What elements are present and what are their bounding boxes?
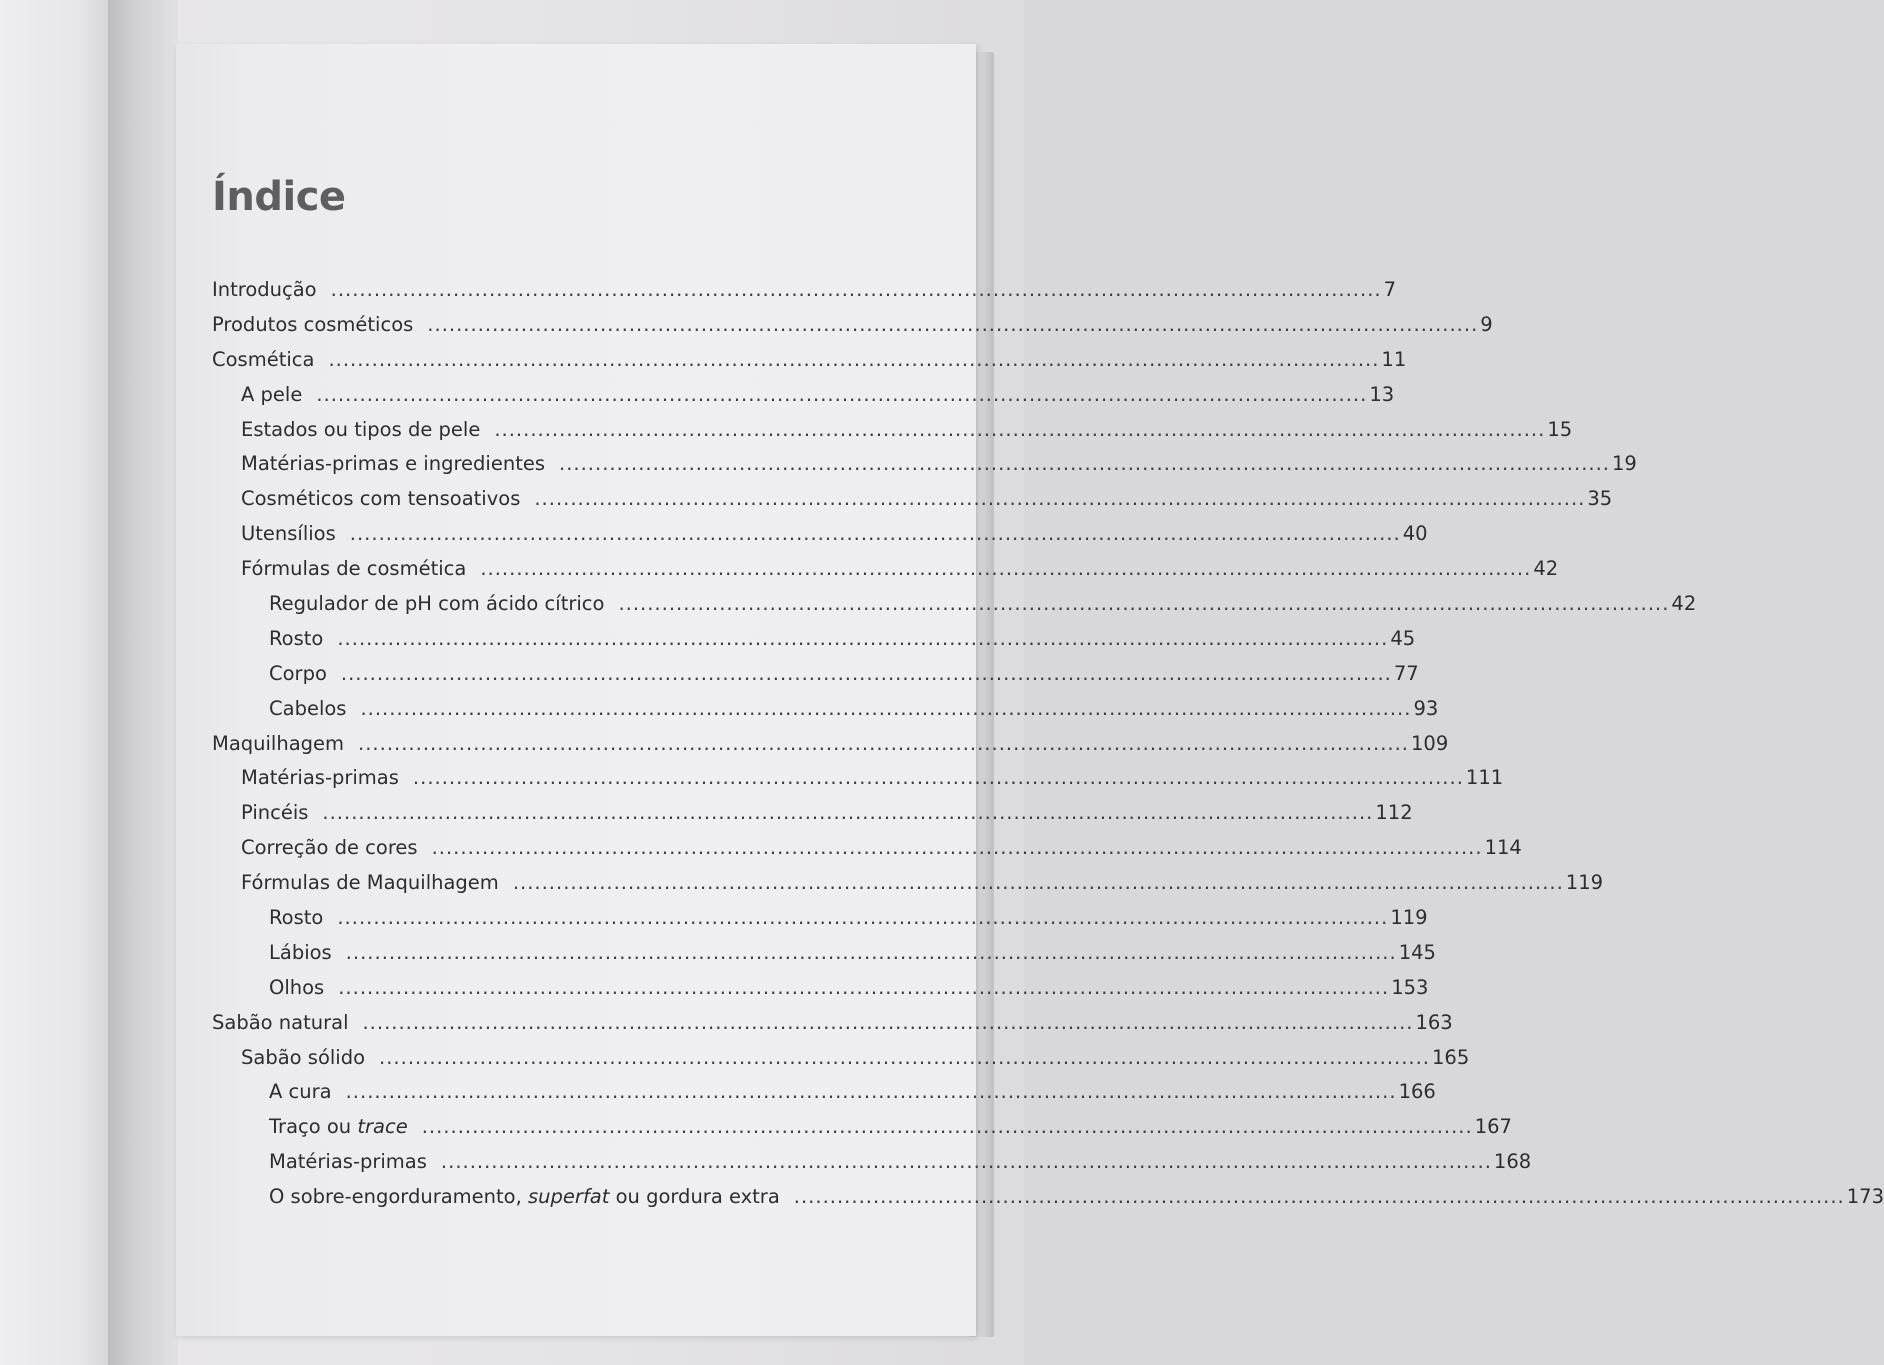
toc-page-number: 35 (1587, 487, 1613, 511)
toc-entry-label (269, 1115, 422, 1138)
toc-page-number: 111 (1465, 766, 1504, 790)
toc-leader-dots: .................................................................................................................................................. (427, 312, 1479, 336)
toc-leader-dots: .................................................................................................................................................. (337, 906, 1389, 930)
toc-entry-label (241, 522, 350, 545)
toc-page-number: 163 (1415, 1010, 1453, 1034)
toc-entry-label (269, 662, 341, 685)
toc-entry-label-text: Introdução (212, 278, 317, 301)
toc-entry (212, 487, 1613, 522)
toc-entry-label (241, 452, 559, 475)
toc-page-number: 166 (1398, 1080, 1436, 1104)
toc-entry (212, 1080, 1436, 1115)
toc-entry-label-text: Correção de cores (241, 836, 418, 860)
toc-entry-label (269, 1080, 346, 1103)
toc-leader-dots: .................................................................................................................................................. (316, 382, 1368, 406)
toc-entry-label-text: Lábios (269, 940, 332, 964)
toc-entry (212, 836, 1522, 871)
toc-page-number: 173 (1846, 1185, 1884, 1209)
toc-page-number: 145 (1398, 940, 1436, 964)
toc-page-number: 42 (1671, 592, 1697, 616)
toc-entry-label-text: Cosmética (212, 347, 315, 371)
toc-entry-label-text: O sobre-engorduramento, (269, 1185, 529, 1209)
toc-leader-dots: .................................................................................................................................................. (512, 871, 1564, 895)
toc-entry-label-text: Maquilhagem (212, 731, 345, 755)
toc-entry-label (269, 592, 618, 615)
toc-page-number: 165 (1432, 1045, 1470, 1069)
toc-entry (212, 906, 1428, 941)
toc-leader-dots: .................................................................................................................................................. (362, 1010, 1414, 1034)
toc-leader-dots: .................................................................................................................................................. (345, 940, 1397, 964)
toc-entry-label (241, 487, 534, 510)
toc-leader-dots: .................................................................................................................................................. (440, 1150, 1492, 1174)
toc-entry-label (269, 1185, 794, 1208)
toc-entry (212, 801, 1413, 836)
toc-entry-label (212, 313, 427, 336)
toc-entry-label-text: Utensílios (241, 522, 336, 546)
toc-entry-label-text: Fórmulas de cosmética (241, 557, 467, 581)
toc-leader-dots: .................................................................................................................................................. (360, 696, 1412, 720)
toc-entry-label (212, 278, 331, 301)
toc-page-number: 40 (1402, 522, 1428, 546)
toc-entry (212, 557, 1559, 592)
toc-entry-label (241, 801, 322, 824)
toc-entry-label-text: Pincéis (241, 801, 309, 825)
toc-page-number: 153 (1391, 975, 1429, 999)
toc-entry (212, 592, 1697, 627)
toc-entry-label (269, 941, 346, 964)
toc-page-number: 119 (1390, 906, 1428, 930)
toc-leader-dots: .................................................................................................................................................. (338, 975, 1390, 999)
toc-leader-dots: .................................................................................................................................................. (358, 731, 1410, 755)
toc-leader-dots: .................................................................................................................................................. (379, 1045, 1431, 1069)
book-gutter (108, 0, 178, 1365)
toc-entry-label (241, 871, 513, 894)
toc-entry-label-text: Produtos cosméticos (212, 312, 414, 336)
toc-entry-label-text: Matérias-primas (269, 1150, 427, 1174)
toc-leader-dots: .................................................................................................................................................. (330, 278, 1382, 301)
toc-leader-dots: .................................................................................................................................................. (412, 766, 1464, 790)
toc-page-number: 93 (1413, 696, 1439, 720)
toc-page-number: 168 (1493, 1150, 1532, 1174)
toc-leader-dots: .................................................................................................................................................. (349, 522, 1401, 546)
toc-leader-dots: .................................................................................................................................................. (480, 557, 1532, 581)
toc-page-number: 119 (1565, 871, 1604, 895)
toc-entry (212, 871, 1604, 906)
toc-entry-label-text: Cosméticos com tensoativos (241, 487, 521, 511)
toc-entry-label-text: Regulador de pH com ácido cítrico (269, 592, 605, 616)
toc-page-number: 45 (1390, 626, 1416, 650)
toc-entry (212, 312, 1493, 348)
toc-entry (212, 661, 1419, 697)
toc-entry-label-italic: superfat (528, 1185, 610, 1209)
toc-page-number: 9 (1480, 312, 1493, 336)
toc-entry-label (269, 697, 360, 720)
table-of-contents (212, 278, 1884, 1220)
toc-entry-label-text: Olhos (269, 975, 325, 999)
toc-entry (212, 731, 1449, 767)
toc-entry-label (241, 418, 494, 441)
toc-entry (212, 975, 1429, 1011)
toc-leader-dots: .................................................................................................................................................. (534, 487, 1586, 511)
toc-page-number: 42 (1533, 557, 1559, 581)
toc-entry-label-text: Matérias-primas e ingredientes (241, 452, 546, 476)
toc-entry-label (241, 766, 413, 789)
toc-entry (212, 696, 1439, 732)
toc-page-number: 77 (1393, 661, 1419, 685)
toc-entry (212, 1010, 1453, 1046)
toc-entry (212, 1045, 1470, 1081)
toc-leader-dots: .................................................................................................................................................. (494, 417, 1546, 441)
toc-entry-label-suffix: ou gordura extra (609, 1185, 780, 1209)
toc-entry-label-text: Rosto (269, 626, 324, 650)
toc-leader-dots: .................................................................................................................................................. (328, 347, 1380, 371)
toc-entry (212, 1115, 1512, 1150)
toc-entry-label (212, 1011, 362, 1034)
toc-entry-label-text: Matérias-primas (241, 766, 399, 790)
toc-leader-dots: .................................................................................................................................................. (345, 1080, 1397, 1104)
toc-entry-label-text: Sabão sólido (241, 1045, 366, 1069)
toc-entry-label (269, 976, 338, 999)
toc-entry (212, 626, 1416, 662)
toc-page-number: 11 (1381, 347, 1407, 371)
toc-entry (212, 452, 1637, 487)
toc-entry-label (241, 557, 480, 580)
toc-entry-label-text: Sabão natural (212, 1010, 349, 1034)
toc-entry-label-text: Corpo (269, 661, 327, 685)
toc-leader-dots: .................................................................................................................................................. (340, 661, 1392, 685)
left-page-edge (0, 0, 113, 1365)
toc-leader-dots: .................................................................................................................................................. (431, 836, 1483, 860)
toc-leader-dots: .................................................................................................................................................. (322, 801, 1374, 825)
toc-entry (212, 417, 1573, 453)
toc-page-number: 13 (1369, 382, 1395, 406)
toc-entry-label (241, 383, 316, 406)
toc-entry-label-text: Traço ou (269, 1115, 358, 1139)
toc-leader-dots: .................................................................................................................................................. (337, 626, 1389, 650)
toc-entry-label (241, 836, 432, 859)
toc-entry (212, 382, 1395, 418)
toc-entry (212, 1185, 1884, 1220)
toc-page-number: 114 (1484, 836, 1522, 860)
toc-entry (212, 940, 1436, 976)
toc-entry-label (269, 906, 337, 929)
toc-leader-dots: .................................................................................................................................................. (559, 452, 1610, 476)
toc-entry-label-text: A pele (241, 382, 303, 406)
toc-entry (212, 278, 1397, 313)
toc-entry-label (269, 1150, 441, 1173)
toc-page-number: 15 (1547, 417, 1573, 441)
toc-entry (212, 766, 1504, 801)
toc-leader-dots: .................................................................................................................................................. (793, 1185, 1845, 1209)
toc-entry-label-text: A cura (269, 1080, 332, 1104)
toc-entry-label (212, 732, 358, 755)
toc-page-number: 7 (1383, 278, 1397, 301)
toc-entry-label (212, 348, 328, 371)
toc-entry (212, 347, 1407, 383)
toc-page-number: 167 (1474, 1115, 1512, 1139)
toc-entry-label-text: Cabelos (269, 696, 347, 720)
toc-entry-label-italic: trace (357, 1115, 408, 1139)
toc-entry-label-text: Fórmulas de Maquilhagem (241, 871, 499, 895)
toc-page-number: 112 (1375, 801, 1413, 825)
toc-entry-label-text: Rosto (269, 906, 324, 930)
toc-entry (212, 522, 1428, 557)
toc-entry-label (269, 627, 337, 650)
toc-page-number: 109 (1411, 731, 1449, 755)
toc-entry-label (241, 1046, 379, 1069)
toc-leader-dots: .................................................................................................................................................. (421, 1115, 1473, 1139)
toc-entry (212, 1150, 1532, 1185)
toc-leader-dots: .................................................................................................................................................. (618, 592, 1670, 616)
toc-page-number: 19 (1612, 452, 1637, 476)
toc-entry-label-text: Estados ou tipos de pele (241, 417, 481, 441)
page-title: Índice (212, 174, 346, 220)
